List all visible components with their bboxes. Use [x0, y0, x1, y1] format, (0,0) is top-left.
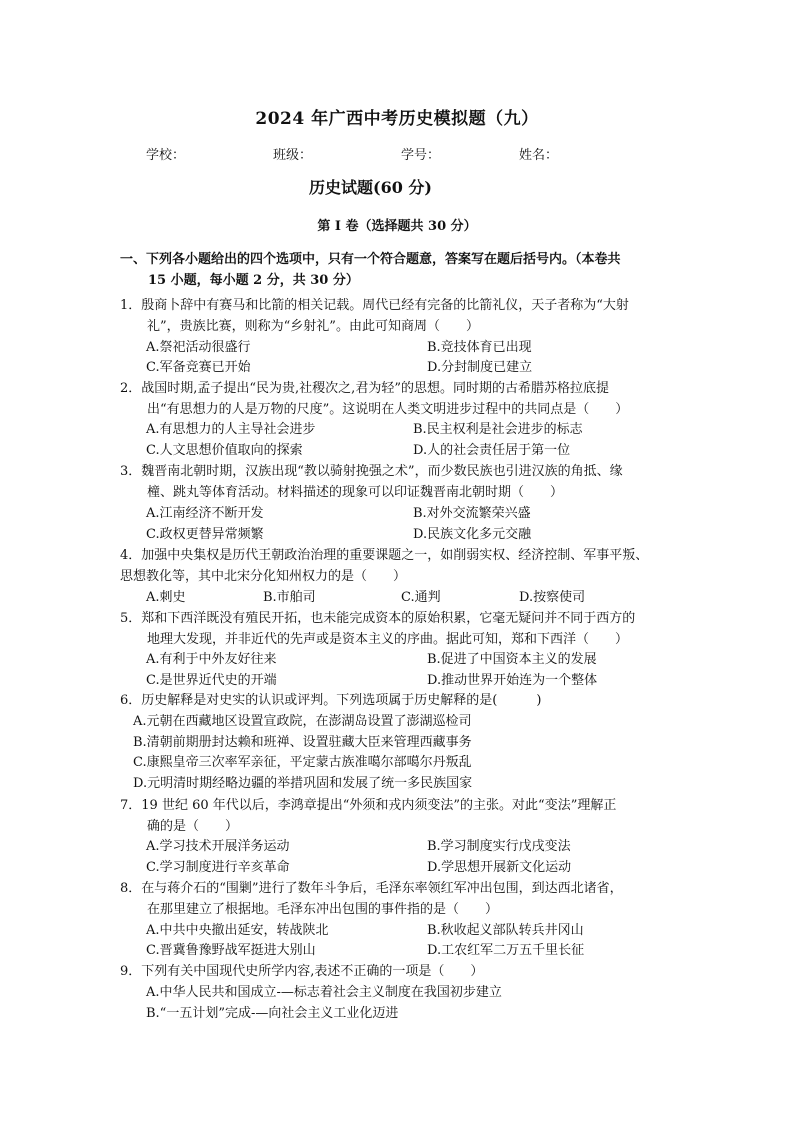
question-stem: 5．郑和下西洋既没有殖民开拓，也未能完成资本的原始积累，它毫无疑问并不同于西方的: [120, 611, 636, 626]
option-c: C.是世界近代史的开端: [146, 673, 277, 688]
question-7: [120, 795, 690, 837]
question-stem: 礼”，贵族比赛，则称为“乡射礼”。由此可知商周（ ）: [147, 319, 479, 334]
exam-title: 2024 年广西中考历史模拟题（九）: [255, 109, 539, 129]
question-stem: 8．在与蒋介石的“围剿”进行了数年斗争后，毛泽东率领红军冲出包围，到达西北诸省，: [120, 881, 623, 896]
option-a: A.刺史: [146, 590, 186, 605]
class-label: 班级：: [273, 148, 313, 163]
option-a: A.中华人民共和国成立-—标志着社会主义制度在我国初步建立: [146, 985, 502, 1000]
question-stem: 4．加强中央集权是历代王朝政治治理的重要课题之一，如削弱实权、经济控制、军事平叛、: [120, 548, 649, 563]
name-label: 姓名：: [519, 148, 559, 163]
question-stem: 在那里建立了根据地。毛泽东冲出包围的事件指的是（ ）: [147, 902, 499, 917]
question-stem: 出“有思想力的人是万物的尺度”。这说明在人类文明进步过程中的共同点是（ ）: [147, 402, 629, 417]
question-2: [120, 378, 690, 420]
option-d: D.工农红军二万五千里长征: [427, 943, 585, 958]
question-9: [120, 961, 690, 982]
part-title: 第 I 卷（选择题共 30 分）: [317, 219, 477, 234]
option-c: C.康熙皇帝三次率军亲征，平定蒙古族准噶尔部噶尔丹叛乱: [133, 755, 472, 770]
option-d: D.元明清时期经略边疆的举措巩固和发展了统一多民族国家: [133, 776, 473, 791]
question-6: [120, 690, 690, 711]
option-b: B.清朝前期册封达赖和班禅、设置驻藏大臣来管理西藏事务: [133, 735, 472, 750]
question-stem: 确的是（ ）: [147, 819, 239, 834]
option-a: A.元朝在西藏地区设置宣政院，在澎湖岛设置了澎湖巡检司: [133, 714, 472, 729]
option-b: B.学习制度实行戊戌变法: [427, 839, 571, 854]
option-c: C.通判: [401, 590, 441, 605]
option-b: B.对外交流繁荣兴盛: [413, 506, 531, 521]
section-line: 一、下列各小题给出的四个选项中，只有一个符合题意，答案写在题后括号内。（本卷共: [120, 252, 621, 267]
question-stem: 6．历史解释是对史实的认识或评判。下列选项属于历史解释的是( ): [120, 693, 542, 708]
school-label: 学校：: [146, 148, 186, 163]
option-a: A.江南经济不断开发: [146, 506, 264, 521]
option-a: A.中共中央撤出延安，转战陕北: [146, 923, 329, 938]
question-stem: 思想教化等，其中北宋分化知州权力的是（ ）: [120, 569, 407, 584]
option-c: C.学习制度进行辛亥革命: [146, 860, 290, 875]
question-stem: 9．下列有关中国现代史所学内容,表述不正确的一项是（ ）: [120, 964, 484, 979]
option-b: B.民主权利是社会进步的标志: [413, 422, 583, 437]
option-b: B.市舶司: [263, 590, 316, 605]
option-b: B.竞技体育已出现: [427, 340, 532, 355]
option-d: D.分封制度已建立: [427, 360, 533, 375]
student-no-label: 学号：: [401, 148, 441, 163]
option-c: C.政权更替异常频繁: [146, 527, 264, 542]
option-c: C.晋冀鲁豫野战军挺进大别山: [146, 943, 316, 958]
question-stem: 2．战国时期,孟子提出“民为贵,社稷次之,君为轻”的思想。同时期的古希腊苏格拉底提: [120, 381, 609, 396]
option-d: D.推动世界开始连为一个整体: [427, 673, 598, 688]
question-4: [120, 545, 690, 587]
option-d: D.人的社会责任居于第一位: [413, 443, 571, 458]
option-a: A.有利于中外友好往来: [146, 652, 277, 667]
question-stem: 7．19 世纪 60 年代以后，李鸿章提出“外须和戎内须变法”的主张。对此“变法”理解正: [120, 798, 617, 813]
option-b: B.促进了中国资本主义的发展: [427, 652, 597, 667]
question-1: [120, 295, 690, 337]
option-a: A.有思想力的人主导社会进步: [146, 422, 316, 437]
option-a: A.祭祀活动很盛行: [146, 340, 251, 355]
option-b: B.秋收起义部队转兵井冈山: [427, 923, 584, 938]
question-stem: 橦、跳丸等体育活动。材料描述的现象可以印证魏晋南北朝时期（ ）: [147, 485, 564, 500]
question-stem: 1．殷商卜辞中有赛马和比箭的相关记载。周代已经有完备的比箭礼仪，天子者称为“大射: [120, 298, 629, 313]
section-line: 15 小题，每小题 2 分，共 30 分）: [148, 273, 359, 288]
option-b: B.“一五计划”完成-—向社会主义工业化迈进: [146, 1006, 399, 1021]
option-d: D.学思想开展新文化运动: [427, 860, 572, 875]
question-8: [120, 878, 690, 920]
option-d: D.按察使司: [519, 590, 586, 605]
section-instructions: [120, 249, 690, 291]
question-3: [120, 461, 690, 503]
option-c: C.人文思想价值取向的探索: [146, 443, 303, 458]
question-stem: 3．魏晋南北朝时期，汉族出现“教以骑射挽强之术”，而少数民族也引进汉族的角抵、缘: [120, 464, 623, 479]
option-a: A.学习技术开展洋务运动: [146, 839, 290, 854]
question-5: [120, 608, 690, 650]
option-c: C.军备竞赛已开始: [146, 360, 251, 375]
paper-subtitle: 历史试题(60 分): [309, 178, 432, 197]
option-d: D.民族文化多元交融: [413, 527, 532, 542]
question-stem: 地理大发现，并非近代的先声或是资本主义的序曲。据此可知，郑和下西洋（ ）: [147, 632, 629, 647]
